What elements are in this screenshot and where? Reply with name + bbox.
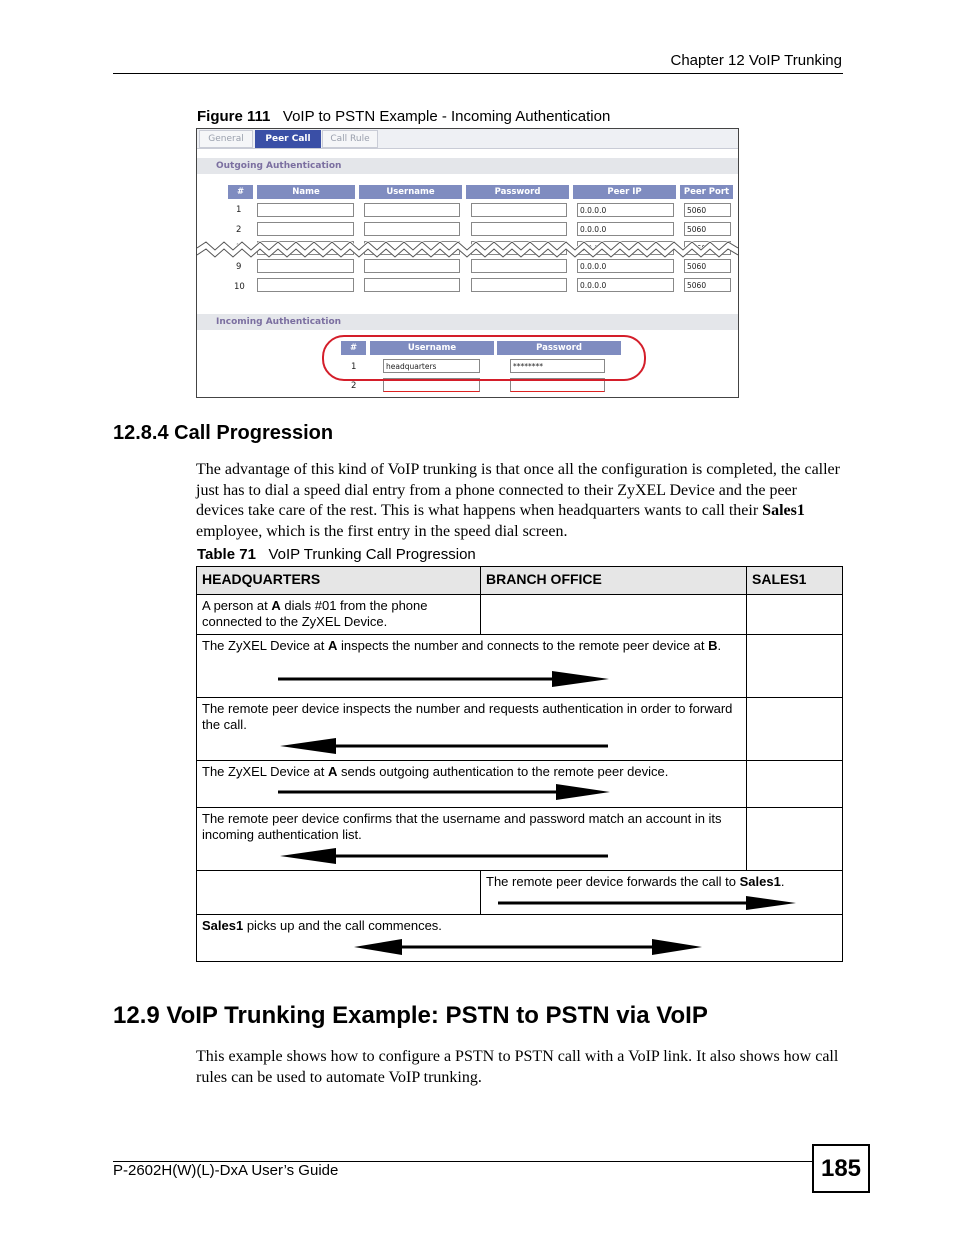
row-number: 2: [351, 381, 357, 391]
peer-ip-input[interactable]: 0.0.0.0: [577, 222, 674, 236]
cell-text: The remote peer device forwards the call to: [486, 874, 740, 889]
row-number: 9: [236, 262, 242, 272]
table-caption-text: VoIP Trunking Call Progression: [268, 546, 476, 563]
outgoing-auth-bar: [197, 158, 738, 174]
peer-ip-input[interactable]: 0.0.0.0: [577, 203, 674, 217]
header-headquarters: HEADQUARTERS: [196, 566, 481, 595]
col-password: Password: [497, 341, 621, 355]
peer-port-input[interactable]: 5060: [684, 259, 731, 273]
subsection-title: 12.8.4 Call Progression: [113, 422, 334, 444]
arrow-right: [498, 896, 796, 910]
outgoing-auth-title: Outgoing Authentication: [216, 161, 342, 171]
cell-bold: Sales1: [739, 874, 781, 889]
peer-port-input[interactable]: 5060: [684, 222, 731, 236]
cell-text: The ZyXEL Device at: [202, 638, 328, 653]
highlight-oval: [322, 335, 646, 381]
col-number: #: [228, 185, 253, 199]
col-password: Password: [466, 185, 569, 199]
row-number: 1: [351, 362, 357, 372]
peer-ip-input[interactable]: 0.0.0.0: [577, 259, 674, 273]
section-paragraph: This example shows how to configure a PSTN to PSTN call with a VoIP link. It also shows how call rules can be used to automate VoIP trunking.: [196, 1048, 839, 1086]
cell-text: sends outgoing authentication to the remote peer device.: [337, 764, 669, 779]
peer-port-input[interactable]: 5060: [684, 278, 731, 292]
figure-caption: [197, 108, 610, 125]
cell-bold: A: [327, 638, 338, 653]
intro-bold: Sales1: [762, 502, 805, 519]
arrow-right: [278, 671, 609, 687]
intro-text-1: The advantage of this kind of VoIP trunking is that once all the configuration is completed, the caller just has to dial a speed dial entry from a phone connected to their ZyXEL Device and the peer devices take care of the rest. This is what happens when headquarters wants to call their: [196, 461, 840, 519]
incoming-auth-bar: [197, 314, 738, 330]
tab-call-rule[interactable]: Call Rule: [322, 130, 378, 148]
tab-general[interactable]: General: [199, 130, 253, 148]
section-title: 12.9 VoIP Trunking Example: PSTN to PSTN via VoIP: [113, 1002, 708, 1029]
username-input[interactable]: [364, 278, 460, 292]
row-number: 1: [236, 205, 242, 215]
page-break-zigzag: [197, 241, 738, 269]
cell-text: The ZyXEL Device at: [202, 764, 328, 779]
cell-text: The remote peer device confirms that the username and password match an account in its incoming authentication list.: [202, 811, 722, 842]
password-input[interactable]: [471, 203, 567, 217]
chapter-header: Chapter 12 VoIP Trunking: [670, 52, 842, 69]
cell-text: inspects the number and connects to the remote peer device at: [337, 638, 709, 653]
cell-text: .: [717, 638, 722, 653]
tab-bar: [197, 129, 738, 149]
intro-paragraph: [196, 460, 842, 542]
password-input[interactable]: [471, 222, 567, 236]
cell-bold: A: [327, 764, 338, 779]
cell-text: The remote peer device inspects the number and requests authentication in order to forward the call.: [202, 701, 733, 732]
cell-text: A person at: [202, 598, 272, 613]
row-number: 2: [236, 225, 242, 235]
cell-text: .: [780, 874, 785, 889]
cell-bold: B: [708, 638, 718, 653]
username-input[interactable]: [364, 222, 460, 236]
col-username: Username: [370, 341, 494, 355]
cell-bold: A: [271, 598, 281, 613]
header-branch-office: BRANCH OFFICE: [480, 566, 747, 595]
figure-label: Figure 111: [197, 108, 271, 125]
name-input[interactable]: [257, 203, 354, 217]
arrow-double: [354, 939, 702, 955]
peer-ip-input[interactable]: 0.0.0.0: [577, 278, 674, 292]
row-number: 10: [234, 282, 245, 292]
header-sales1: SALES1: [746, 566, 843, 595]
arrow-right: [278, 784, 610, 800]
figure-caption-text: VoIP to PSTN Example - Incoming Authentication: [282, 108, 611, 125]
arrow-left: [280, 848, 608, 864]
row-number: 3: [236, 243, 242, 253]
incoming-password-input[interactable]: ********: [510, 359, 605, 373]
peer-port-input[interactable]: 5060: [684, 203, 731, 217]
page-number: 185: [812, 1144, 870, 1193]
arrow-left: [280, 738, 608, 754]
config-screenshot: [196, 128, 739, 398]
col-number: #: [341, 341, 366, 355]
intro-text-2: employee, which is the first entry in the speed dial screen.: [196, 522, 568, 540]
peer-ip-input[interactable]: 0.0.0.0: [577, 241, 674, 255]
col-peer-ip: Peer IP: [573, 185, 676, 199]
cell-text: dials #01 from the phone connected to the ZyXEL Device.: [202, 598, 428, 629]
incoming-username-input[interactable]: headquarters: [383, 359, 480, 373]
col-name: Name: [257, 185, 355, 199]
cell-bold: Sales1: [202, 918, 244, 933]
col-username: Username: [359, 185, 462, 199]
footer-guide: P-2602H(W)(L)-DxA User’s Guide: [113, 1162, 339, 1179]
peer-port-input[interactable]: 5060: [684, 241, 731, 255]
username-input[interactable]: [364, 203, 460, 217]
flow-arrows: [196, 566, 843, 962]
table-label: Table 71: [197, 546, 256, 563]
col-peer-port: Peer Port: [680, 185, 733, 199]
name-input[interactable]: [257, 222, 354, 236]
name-input[interactable]: [257, 278, 354, 292]
password-input[interactable]: [471, 278, 567, 292]
header-rule: [113, 73, 843, 74]
tab-peer-call[interactable]: Peer Call: [255, 130, 321, 148]
table-caption: [197, 546, 476, 563]
incoming-auth-title: Incoming Authentication: [216, 317, 342, 327]
cell-text: picks up and the call commences.: [243, 918, 442, 933]
